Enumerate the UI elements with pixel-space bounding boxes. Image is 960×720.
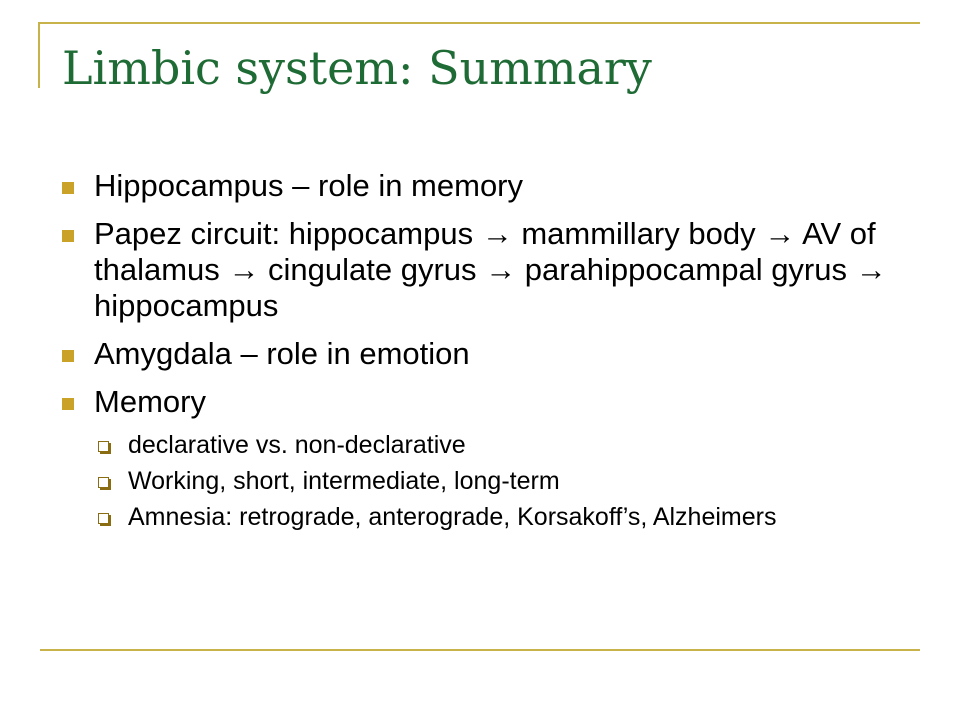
frame-bottom-rule bbox=[40, 649, 920, 651]
bullet-text: Memory bbox=[94, 384, 206, 419]
frame-left-rule bbox=[38, 22, 40, 88]
square-bullet-icon bbox=[62, 230, 74, 242]
frame-top-rule bbox=[40, 22, 920, 24]
papez-segment: hippocampus bbox=[94, 288, 279, 323]
subitem-amnesia bbox=[62, 502, 912, 532]
slide-title: Limbic system: Summary bbox=[62, 41, 652, 95]
subitem-text: Amnesia: retrograde, anterograde, Korsakoff’s, Alzheimers bbox=[128, 503, 777, 531]
papez-segment: parahippocampal gyrus bbox=[516, 252, 856, 287]
checkbox-square-icon bbox=[98, 477, 109, 488]
right-arrow-icon: → bbox=[481, 216, 513, 251]
bullet-item-memory bbox=[62, 384, 912, 420]
subitem-memory-types bbox=[62, 466, 912, 496]
subitem-text: declarative vs. non-declarative bbox=[128, 431, 466, 459]
papez-segment: AV of thalamus bbox=[94, 216, 876, 287]
right-arrow-icon: → bbox=[764, 216, 796, 251]
right-arrow-icon: → bbox=[485, 252, 517, 287]
square-bullet-icon bbox=[62, 350, 74, 362]
checkbox-square-icon bbox=[98, 441, 109, 452]
right-arrow-icon: → bbox=[855, 252, 887, 287]
checkbox-square-icon bbox=[98, 513, 109, 524]
papez-segment: cingulate gyrus bbox=[259, 252, 486, 287]
papez-segment: mammillary body bbox=[512, 216, 765, 251]
subitem-declarative bbox=[62, 430, 912, 460]
bullet-text: Amygdala – role in emotion bbox=[94, 336, 470, 371]
bullet-text: Hippocampus – role in memory bbox=[94, 168, 524, 203]
bullet-item-hippocampus bbox=[62, 168, 912, 204]
slide-content bbox=[62, 168, 912, 538]
bullet-item-papez-circuit bbox=[62, 216, 912, 324]
papez-segment: Papez circuit: hippocampus bbox=[94, 216, 482, 251]
subitem-text: Working, short, intermediate, long-term bbox=[128, 467, 560, 495]
square-bullet-icon bbox=[62, 182, 74, 194]
square-bullet-icon bbox=[62, 398, 74, 410]
bullet-item-amygdala bbox=[62, 336, 912, 372]
right-arrow-icon: → bbox=[228, 252, 260, 287]
papez-circuit-text bbox=[94, 216, 887, 323]
